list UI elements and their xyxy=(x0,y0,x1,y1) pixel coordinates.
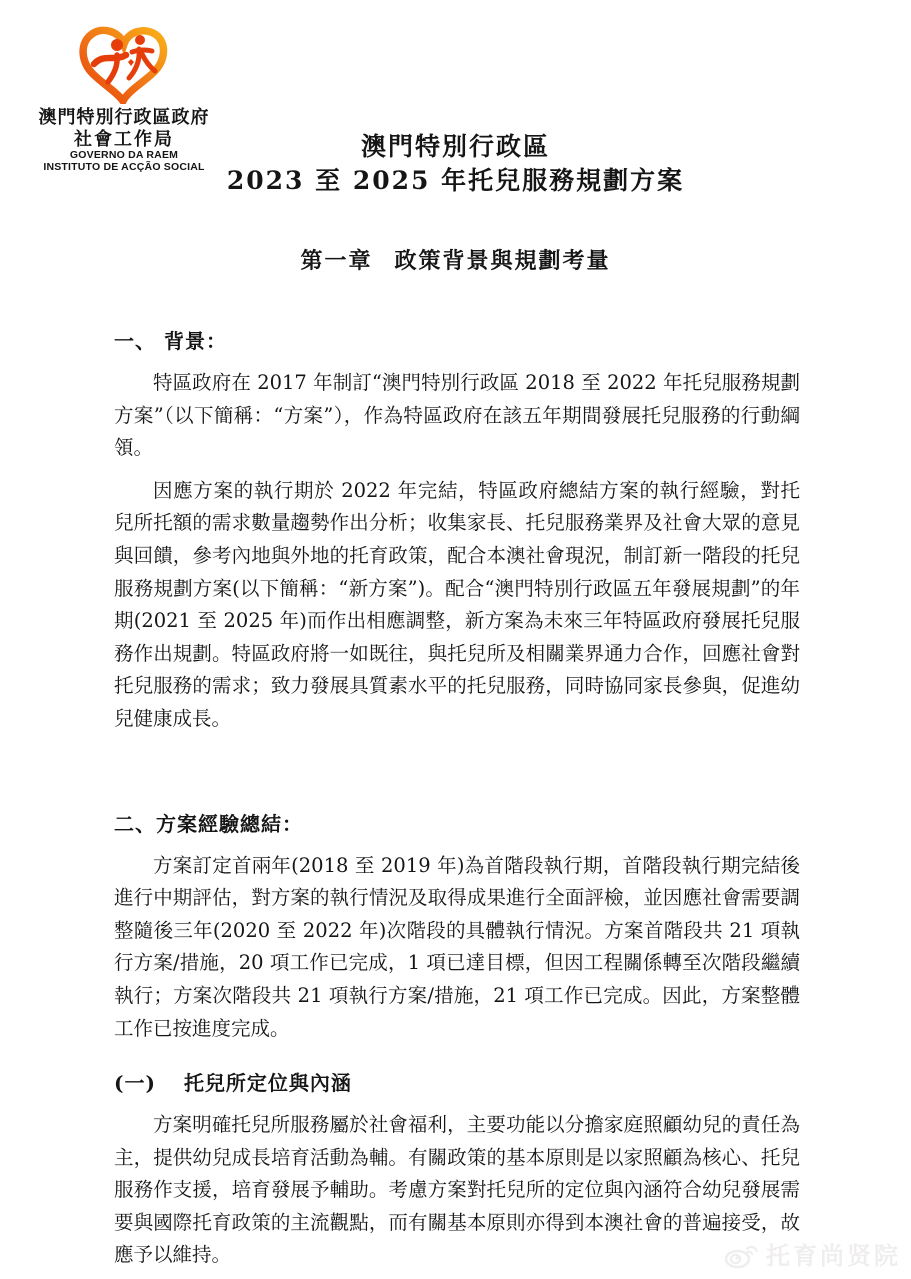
section-marker: 一、 xyxy=(114,329,156,353)
org-name-zh-line1: 澳門特別行政區政府 xyxy=(38,107,210,128)
paragraph: 方案明確托兒所服務屬於社會福利，主要功能以分擔家庭照顧幼兒的責任為主，提供幼兒成長培育活動為輔。有關政策的基本原則是以家照顧為核心、托兒服務作支援，培育發展予輔助。考慮方案對托兒所的定位與內涵符合幼兒發展需要與國際托育政策的主流觀點，而有關基本原則亦得到本澳社會的普遍接受，故應予以維持。 xyxy=(114,1113,800,1267)
watermark-text: 托育尚贤院 xyxy=(766,1243,901,1270)
org-name-pt-line2: INSTITUTO DE ACÇÃO SOCIAL xyxy=(43,161,205,174)
document-title-line2: 2023 至 2025 年托兒服務規劃方案 xyxy=(226,166,685,195)
section-background xyxy=(114,325,800,736)
paragraph: 因應方案的執行期於 2022 年完結，特區政府總結方案的執行經驗，對托兒所托額的需求數量趨勢作出分析；收集家長、托兒服務業界及社會大眾的意見與回饋，參考內地與外地的托育政策，配合本澳社會現況，制訂新一階段的托兒服務規劃方案(以下簡稱：“新方案”)。配合“澳門特別行政區五年發展規劃”的年期(2021 至 2025 年)而作出相應調整，新方案為未來三年特區政府發展托兒服務作出規劃。特區政府將一如既往，與托兒所及相關業界通力合作，回應社會對托兒服務的需求；致力發展具質素水平的托兒服務，同時協同家長參與，促進幼兒健康成長。 xyxy=(114,478,800,730)
paragraph: 方案訂定首兩年(2018 至 2019 年)為首階段執行期，首階段執行期完結後進行中期評估，對方案的執行情況及取得成果進行全面評檢，並因應社會需要調整隨後三年(2020 至 2022 年)次階段的具體執行情況。方案首階段共 21 項執行方案/措施，20 項工作已完成，1 項已達目標，但因工程關係轉至次階段繼續執行；方案次階段共 21 項執行方案/措施，21 項工作已完成。因此，方案整體工作已按進度完成。 xyxy=(114,853,800,1040)
chapter-number: 第一章 xyxy=(300,248,373,274)
chapter-title: 政策背景與規劃考量 xyxy=(394,248,611,274)
section-summary-heading xyxy=(114,808,800,837)
section-background-heading xyxy=(114,325,800,354)
watermark xyxy=(723,1236,901,1271)
document-body xyxy=(114,325,800,1272)
document-title-line1: 澳門特別行政區 xyxy=(360,132,550,161)
subsection-marker: (一) xyxy=(114,1071,156,1096)
weibo-icon xyxy=(723,1239,759,1269)
subsection-nursery-positioning xyxy=(114,1067,800,1272)
section-plan-experience-summary xyxy=(114,808,800,1046)
chapter-heading xyxy=(0,244,911,275)
section-title: 背景： xyxy=(164,329,227,353)
subsection-title: 托兒所定位與內涵 xyxy=(183,1071,352,1096)
org-name-pt-line1: GOVERNO DA RAEM xyxy=(69,149,179,162)
paragraph: 特區政府在 2017 年制訂“澳門特別行政區 2018 至 2022 年托兒服務規劃方案”（以下簡稱：“方案”），作為特區政府在該五年期間發展托兒服務的行動綱領。 xyxy=(114,371,800,460)
heart-logo-icon xyxy=(72,22,176,104)
org-name-zh-line2: 社會工作局 xyxy=(74,128,174,150)
section-marker: 二、 xyxy=(114,811,156,836)
section-title: 方案經驗總結： xyxy=(156,811,303,836)
subsection-positioning-heading xyxy=(114,1067,800,1096)
agency-logo xyxy=(28,22,220,174)
